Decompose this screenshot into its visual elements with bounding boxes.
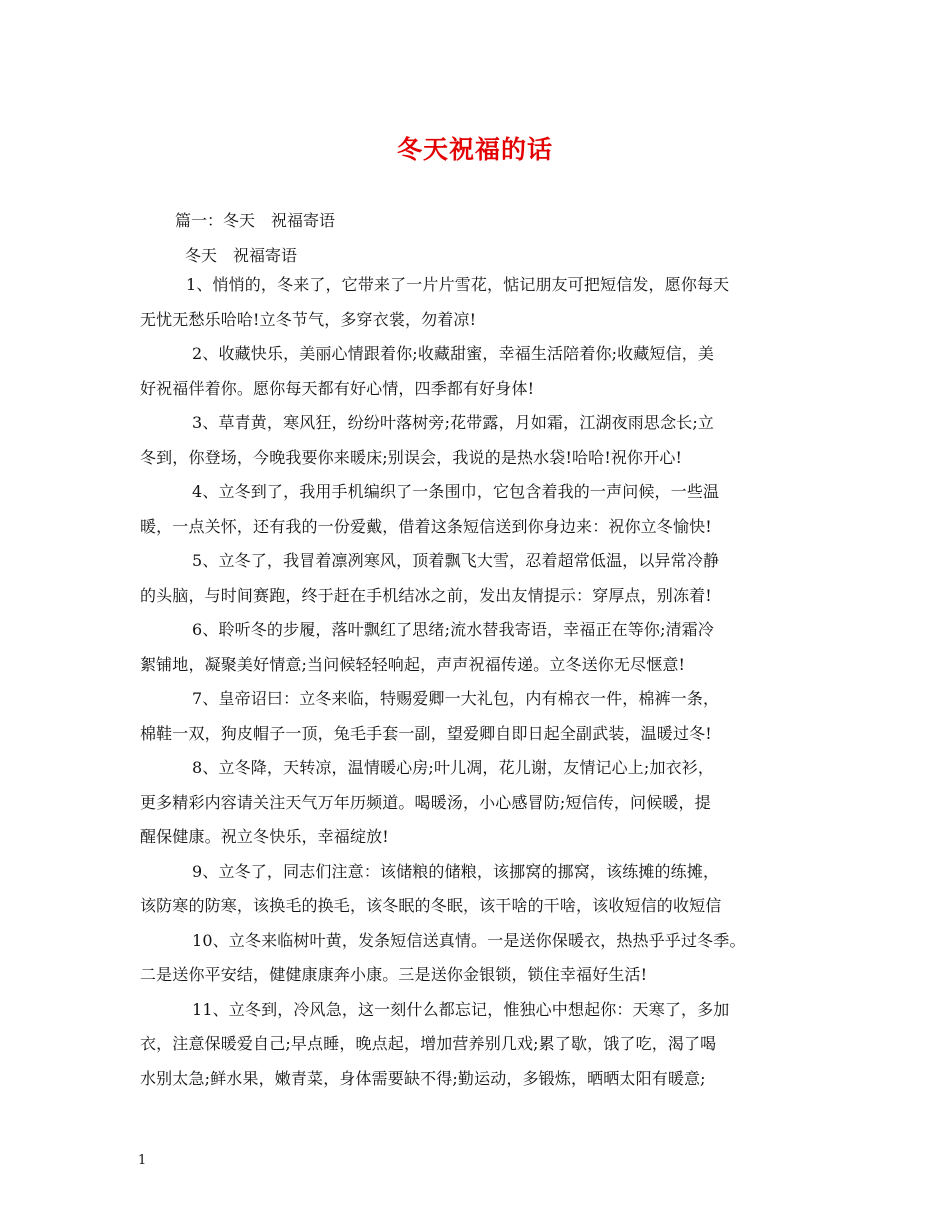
text-line: 的头脑，与时间赛跑，终于赶在手机结冰之前，发出友情提示：穿厚点，别冻着!	[140, 585, 712, 605]
text-line: 更多精彩内容请关注天气万年历频道。喝暖汤，小心感冒防;短信传，问候暖，提	[140, 792, 711, 812]
text-line: 棉鞋一双，狗皮帽子一顶，兔毛手套一副，望爱卿自即日起全副武装，温暖过冬!	[140, 723, 712, 743]
text-line: 7、皇帝诏曰：立冬来临，特赐爱卿一大礼包，内有棉衣一件，棉裤一条，	[192, 689, 720, 708]
text-line: 10、立冬来临树叶黄，发条短信送真情。一是送你保暖衣，热热乎乎过冬季。	[192, 930, 746, 950]
page-number: 1	[138, 1153, 147, 1168]
text-line: 5、立冬了，我冒着凛冽寒风，顶着飘飞大雪，忍着超常低温，以异常冷静	[192, 551, 720, 570]
text-line: 9、立冬了，同志们注意：该储粮的储粮，该挪窝的挪窝，该练摊的练摊，	[192, 861, 720, 881]
text-line: 6、聆听冬的步履，落叶飘红了思绪;流水替我寄语，幸福正在等你;清霜冷	[192, 620, 715, 639]
text-line: 8、立冬降，天转凉，温情暖心房;叶儿凋，花儿谢，友情记心上;加衣衫，	[192, 758, 715, 777]
text-line: 该防寒的防寒，该换毛的换毛，该冬眠的冬眠，该干啥的干啥，该收短信的收短信	[140, 896, 722, 915]
text-line: 3、草青黄，寒风狂，纷纷叶落树旁;花带露，月如霜，江湖夜雨思念长;立	[192, 413, 715, 432]
text-line: 暖，一点关怀，还有我的一份爱戴，借着这条短信送到你身边来：祝你立冬愉快!	[140, 516, 712, 536]
text-line: 1、悄悄的，冬来了，它带来了一片片雪花，惦记朋友可把短信发，愿你每天	[186, 275, 730, 294]
text-line: 2、收藏快乐，美丽心情跟着你;收藏甜蜜，幸福生活陪着你;收藏短信，美	[192, 344, 715, 363]
text-line: 絮铺地，凝聚美好情意;当问候轻轻响起，声声祝福传递。立冬送你无尽惬意!	[140, 654, 686, 674]
text-line: 无忧无愁乐哈哈!立冬节气，多穿衣裳，勿着凉!	[140, 309, 477, 329]
section-heading: 篇一：冬天 祝福寄语	[175, 211, 336, 230]
page-title: 冬天祝福的话	[396, 135, 553, 164]
text-line: 二是送你平安结，健健康康奔小康。三是送你金银锁，锁住幸福好生活!	[140, 965, 648, 984]
text-line: 水别太急;鲜水果，嫩青菜，身体需要缺不得;勤运动，多锻炼，晒晒太阳有暖意;	[140, 1068, 706, 1088]
section-subheading: 冬天 祝福寄语	[185, 246, 298, 265]
text-line: 11、立冬到，冷风急，这一刻什么都忘记，惟独心中想起你：天寒了，多加	[192, 999, 730, 1019]
text-line: 好祝福伴着你。愿你每天都有好心情，四季都有好身体!	[140, 378, 535, 398]
text-line: 4、立冬到了，我用手机编织了一条围巾，它包含着我的一声问候，一些温	[192, 482, 720, 501]
text-line: 冬到，你登场，今晚我要你来暖床;别误会，我说的是热水袋!哈哈!祝你开心!	[140, 447, 683, 467]
article-body	[140, 268, 820, 1096]
text-line: 衣，注意保暖爱自己;早点睡，晚点起，增加营养别几戏;累了歇，饿了吃，渴了喝	[140, 1034, 717, 1053]
text-line: 醒保健康。祝立冬快乐，幸福绽放!	[140, 827, 389, 846]
